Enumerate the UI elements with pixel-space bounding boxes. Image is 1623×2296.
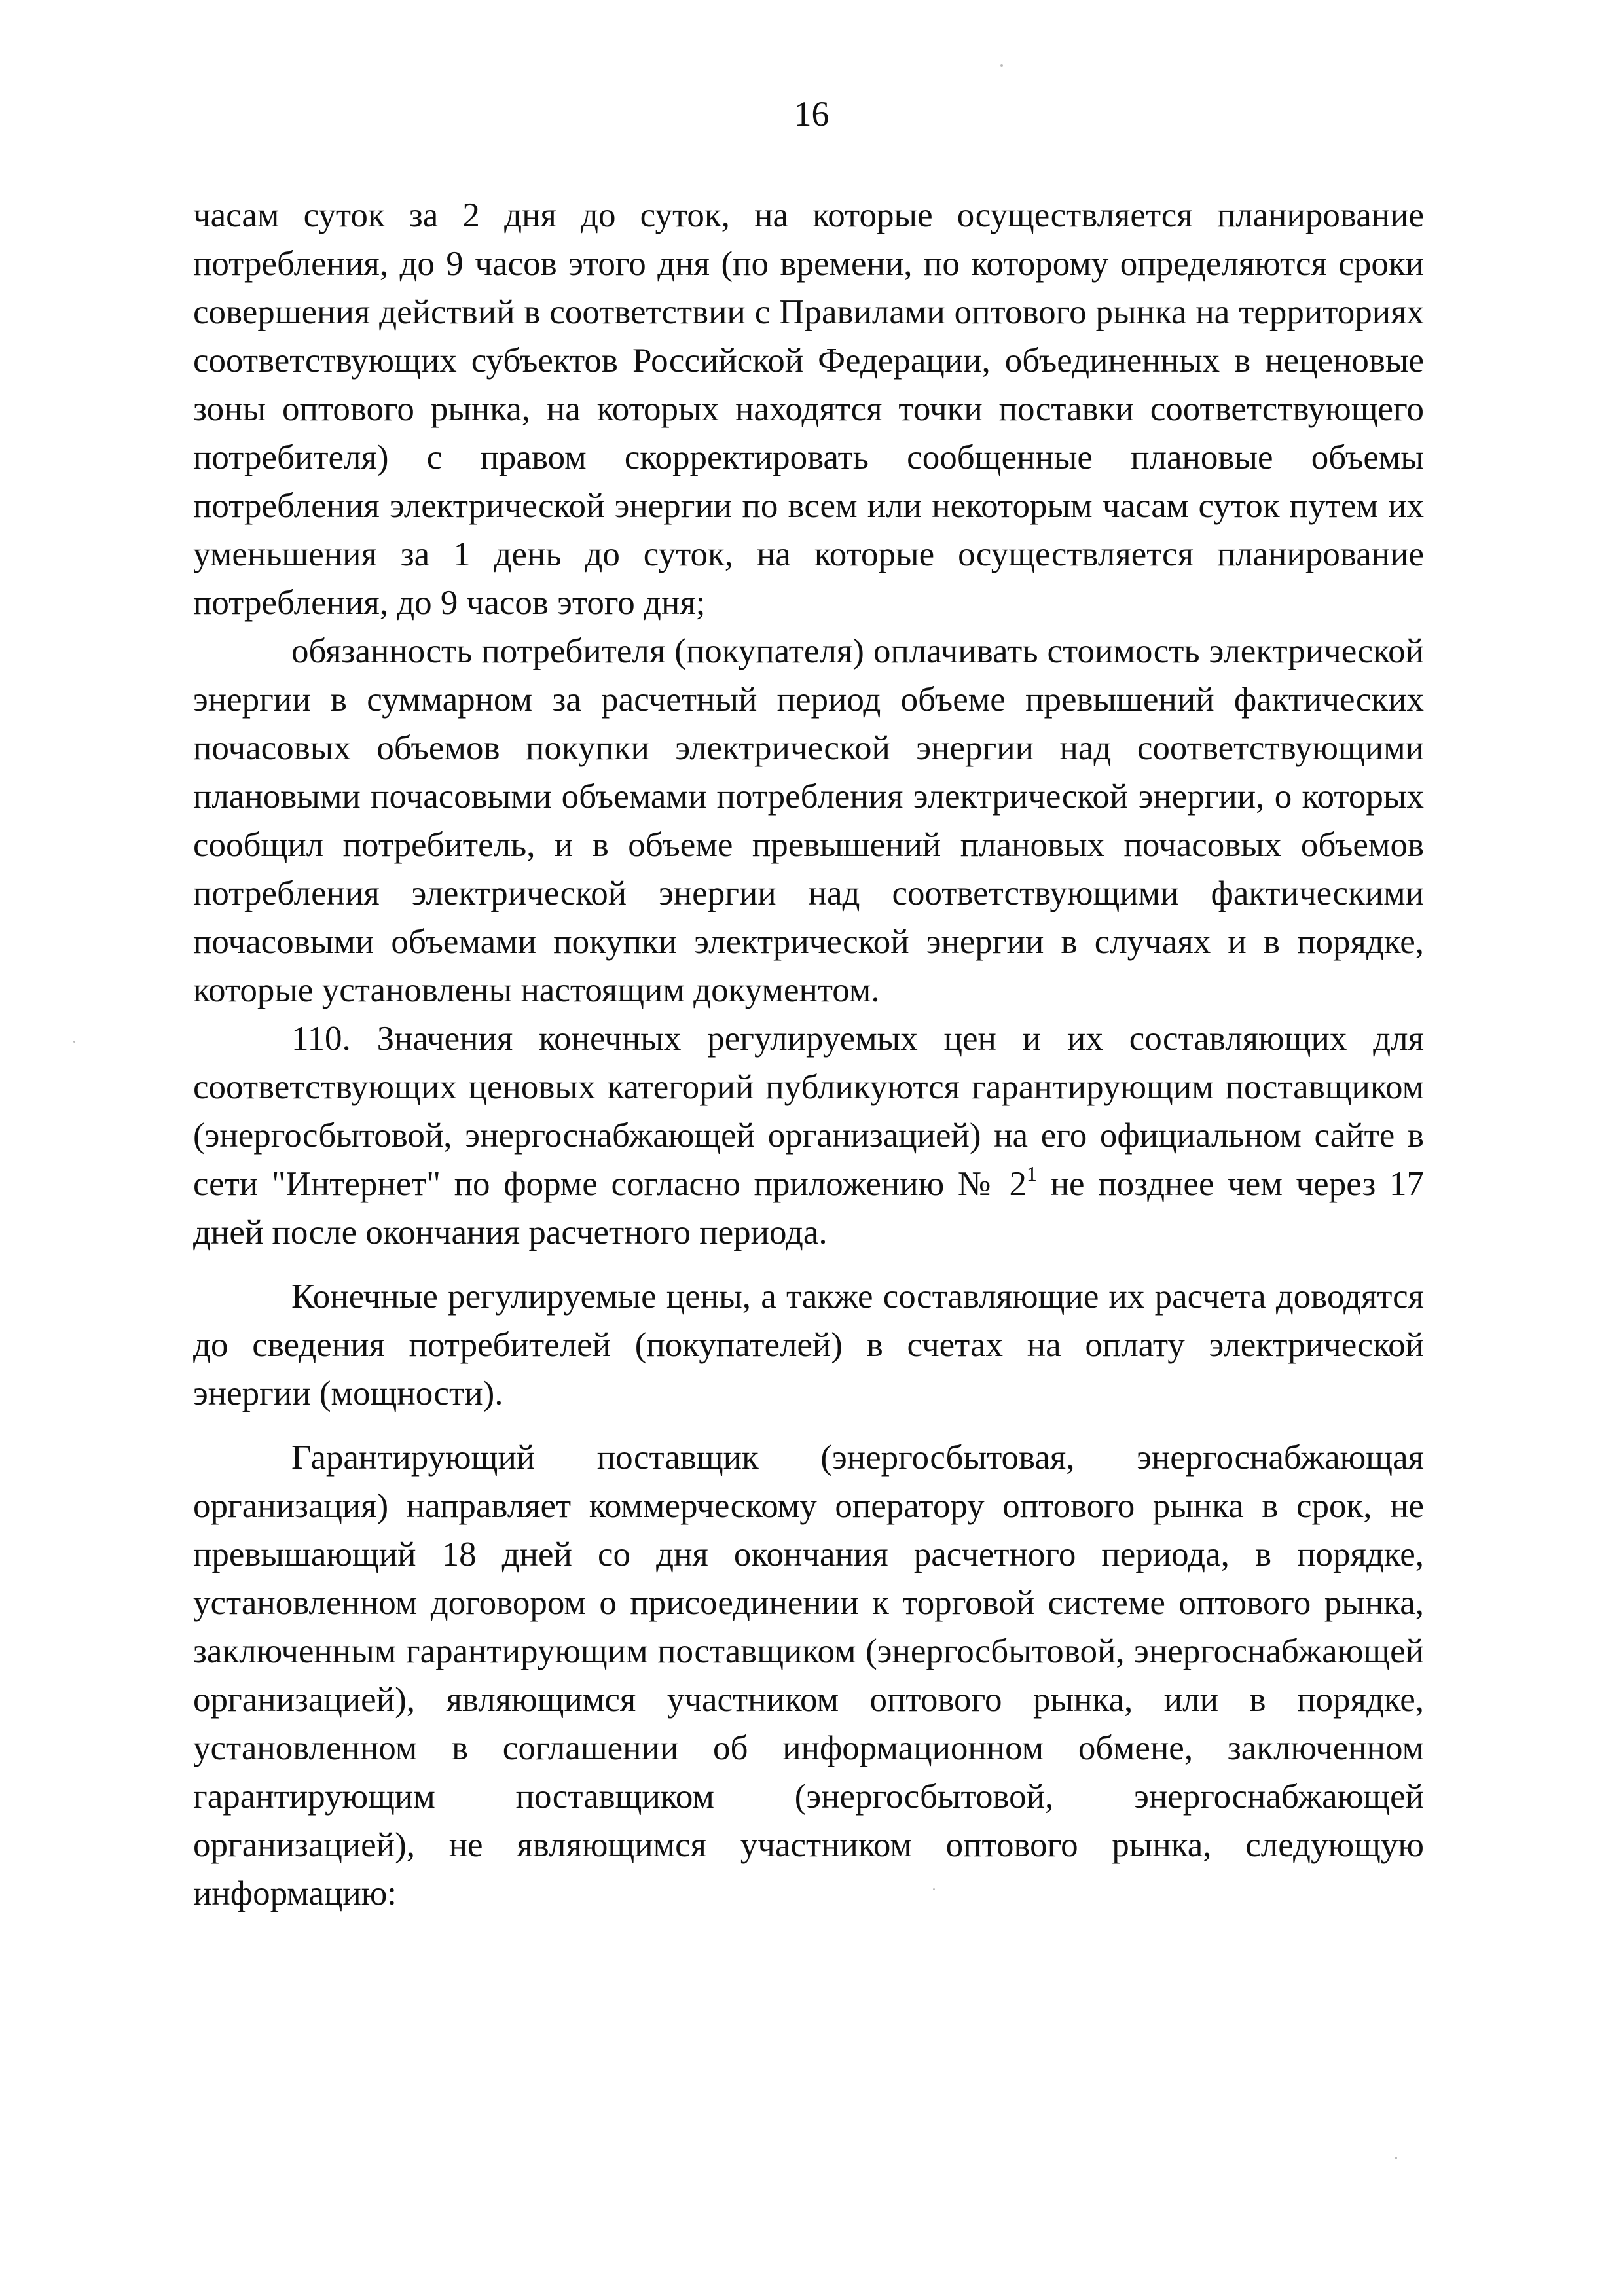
paragraph-110 (193, 1014, 1424, 1257)
paragraph-110-text-after: не позднее чем через 17 дней после окончания расчетного периода. (193, 1165, 1424, 1251)
paragraph-110-text-before: 110. Значения конечных регулируемых цен и их составляющих для соответствующих ценовых категорий публикуются гарантирующим поставщиком (энергосбытовой, энергоснабжающей организацией) на его официальном сайте в сети "Интернет" по форме согласно приложению № 2 (193, 1020, 1424, 1203)
appendix-superscript: 1 (1027, 1162, 1038, 1185)
paragraph-guaranteeing-supplier: Гарантирующий поставщик (энергосбытовая, энергоснабжающая организация) направляет коммерческому оператору оптового рынка в срок, не превышающий 18 дней со дня окончания расчетного периода, в порядке, установленном договором о присоединении к торговой системе оптового рынка, заключенным гарантирующим поставщиком (энергосбытовой, энергоснабжающей организацией), являющимся участником оптового рынка, или в порядке, установленном в соглашении об информационном обмене, заключенном гарантирующим поставщиком (энергосбытовой, энергоснабжающей организацией), не являющимся участником оптового рынка, следующую информацию: (193, 1439, 1424, 1912)
scan-speck (1000, 64, 1003, 67)
scan-speck (73, 1041, 75, 1043)
paragraph-continuation: часам суток за 2 дня до суток, на которые осуществляется планирование потребления, до 9 часов этого дня (по времени, по которому определяются сроки совершения действий в соответствии с Правилами оптового рынка на территориях соответствующих субъектов Российской Федерации, объединенных в неценовые зоны оптового рынка, на которых находятся точки поставки соответствующего потребителя) с правом скорректировать сообщенные плановые объемы потребления электрической энергии по всем или некоторым часам суток путем их уменьшения за 1 день до суток, на которые осуществляется планирование потребления, до 9 часов этого дня; (193, 196, 1424, 622)
scan-speck (1395, 2157, 1397, 2159)
scan-speck (933, 1888, 935, 1890)
page-number: 16 (793, 94, 830, 134)
document-body (193, 191, 1424, 1918)
paragraph-consumer-obligation: обязанность потребителя (покупателя) оплачивать стоимость электрической энергии в суммарном за расчетный период объеме превышений фактических почасовых объемов покупки электрической энергии над соответствующими плановыми почасовыми объемами потребления электрической энергии, о которых сообщил потребитель, и в объеме превышений плановых почасовых объемов потребления электрической энергии над соответствующими фактическими почасовыми объемами покупки электрической энергии в случаях и в порядке, которые установлены настоящим документом. (193, 632, 1424, 1009)
paragraph-final-prices: Конечные регулируемые цены, а также составляющие их расчета доводятся до сведения потребителей (покупателей) в счетах на оплату электрической энергии (мощности). (193, 1278, 1424, 1412)
